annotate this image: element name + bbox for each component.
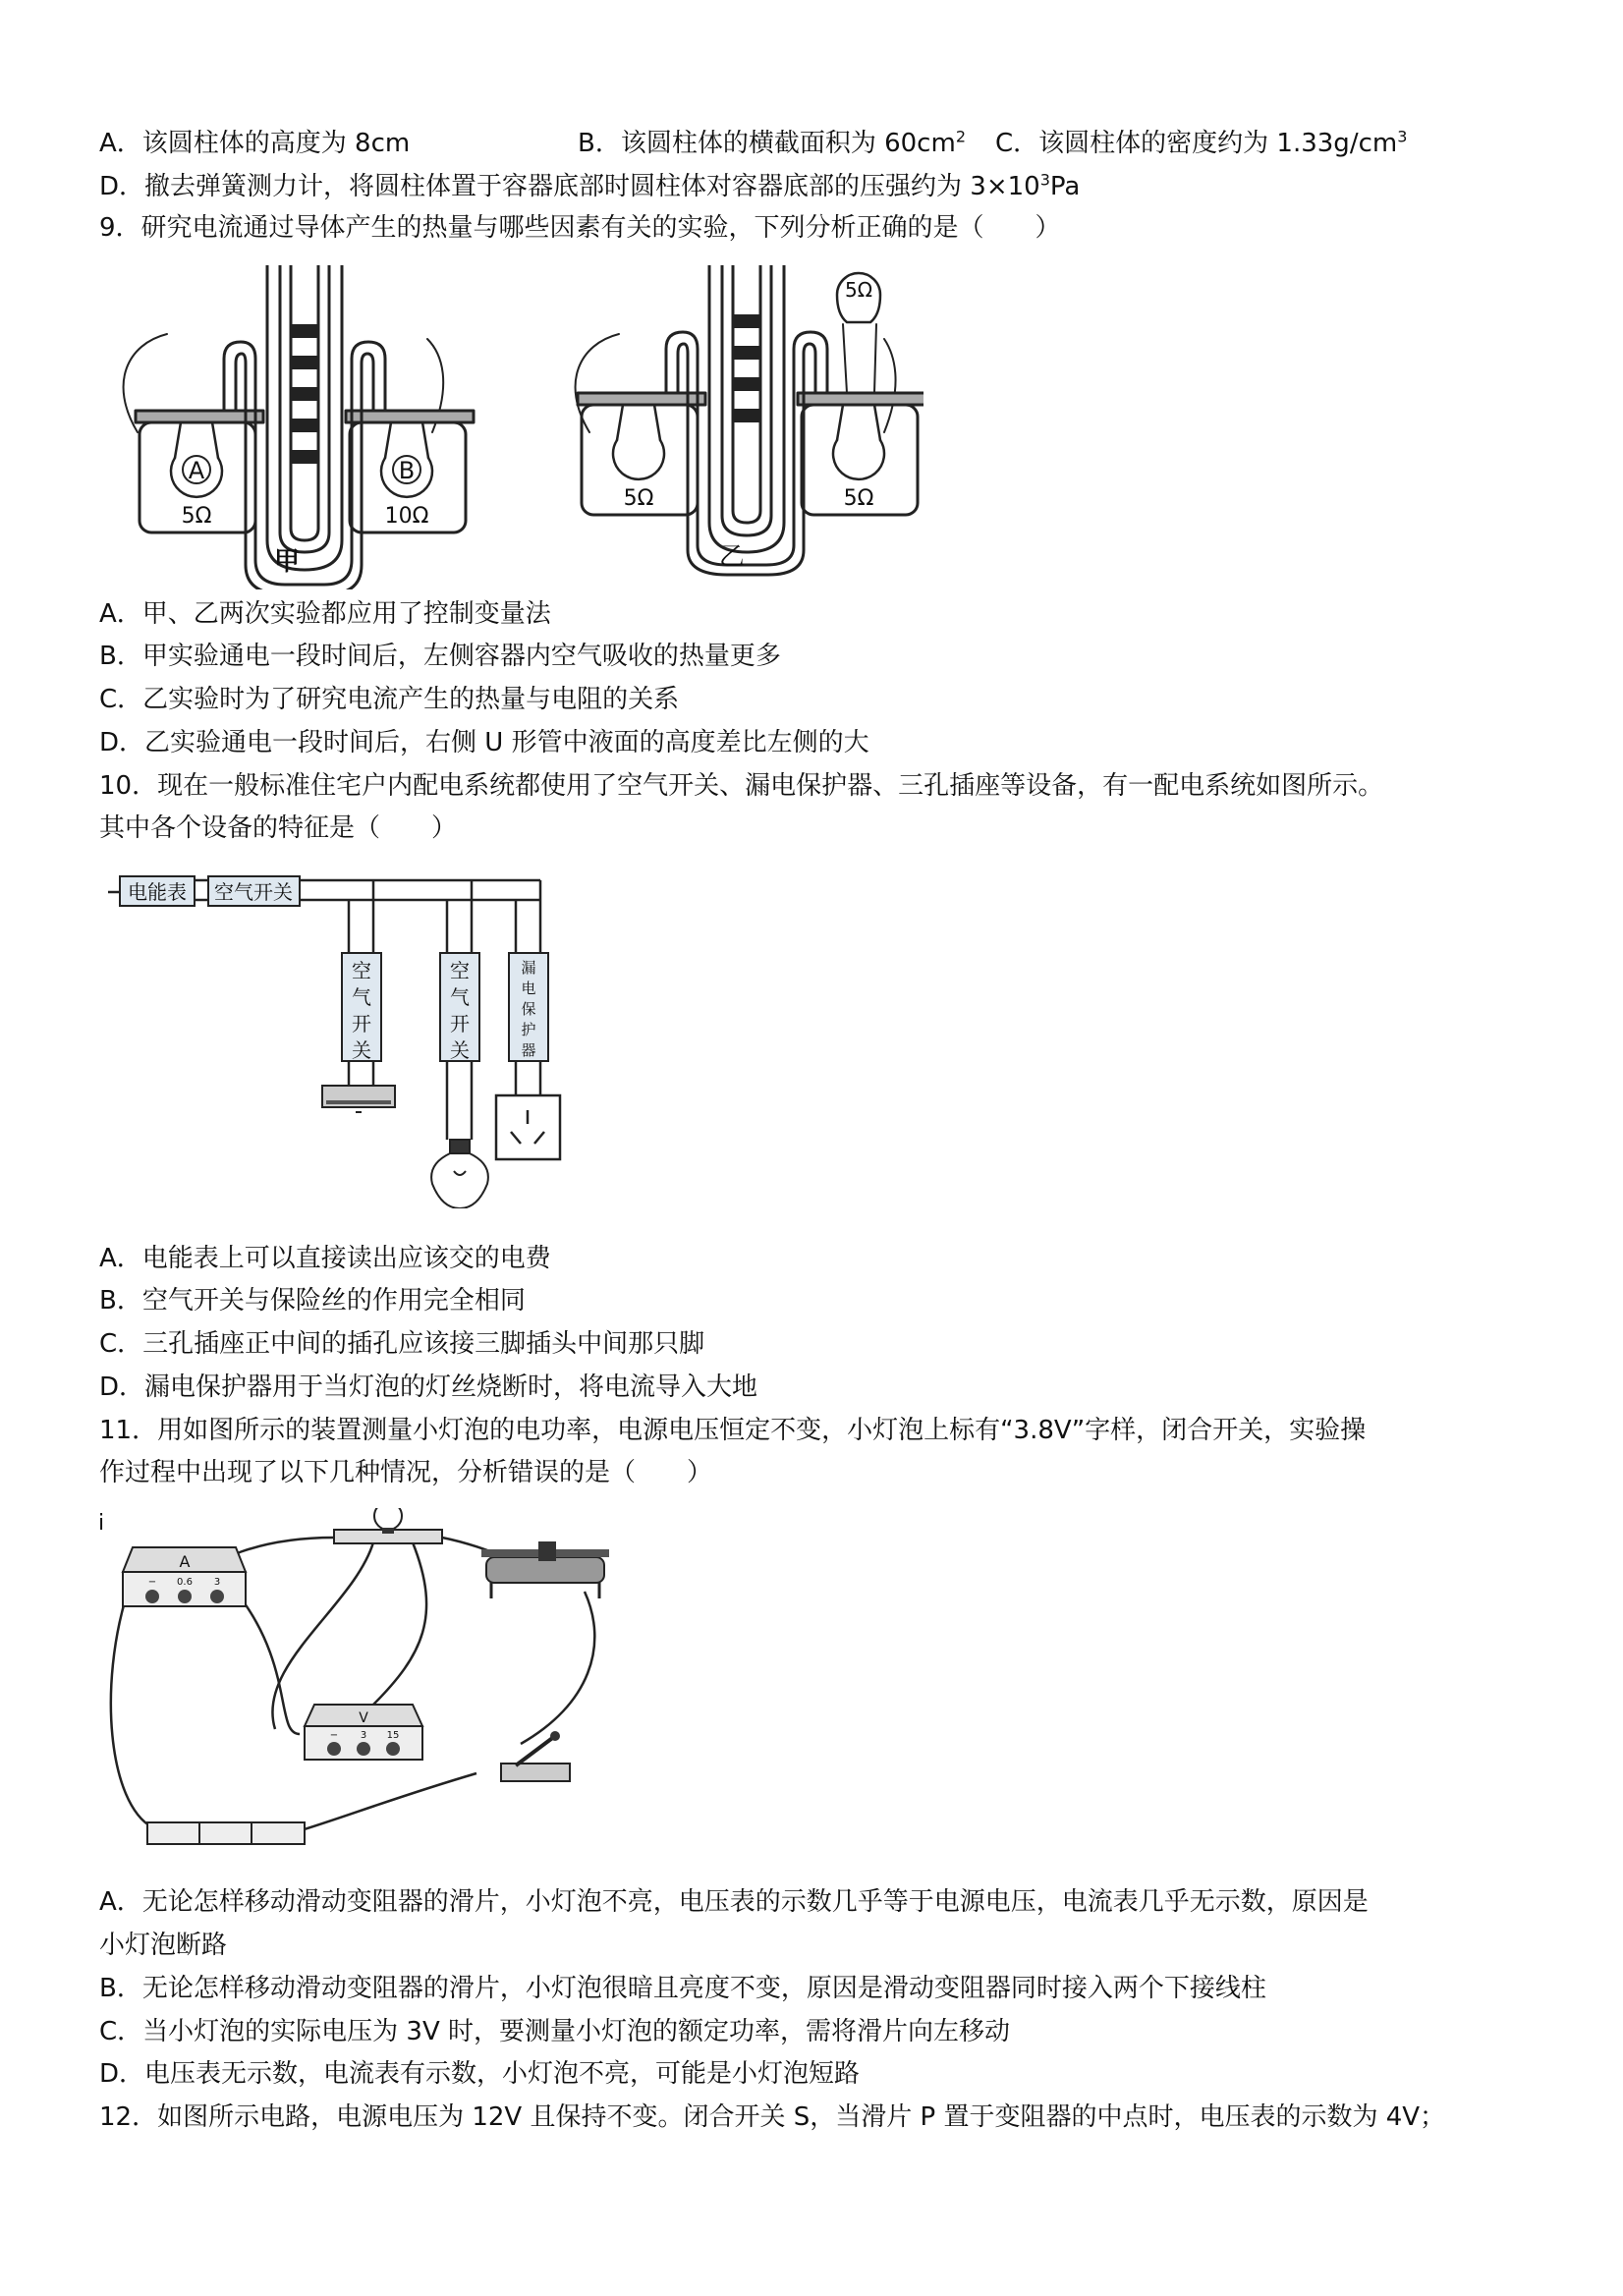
q11-ammeter-scale: 0.6 — [177, 1577, 193, 1588]
q10-main-switch-label: 空气开关 — [214, 880, 293, 904]
q8-option-d-unit: Pa — [1049, 172, 1081, 201]
q10-option-a: A．电能表上可以直接读出应该交的电费 — [99, 1244, 551, 1273]
q11-switch — [501, 1731, 570, 1781]
q11-option-a-line2: 小灯泡断路 — [99, 1931, 228, 1960]
q10-air-conditioner — [322, 1086, 395, 1112]
q8-option-b-text: B．该圆柱体的横截面积为 60cm — [578, 129, 956, 158]
q9-jia-caption: 甲 — [273, 547, 301, 577]
q11-voltmeter-scale: 3 — [360, 1730, 367, 1741]
q10-stem-line2: 其中各个设备的特征是（ ） — [99, 813, 458, 843]
q8-option-d-text: D．撤去弹簧测力计，将圆柱体置于容器底部时圆柱体对容器底部的压强约为 3×10 — [99, 172, 1040, 201]
q10-branch3-char: 漏 — [521, 959, 536, 977]
q9-jia-bulb-b-resistance: 10Ω — [384, 504, 429, 529]
q11-option-d: D．电压表无示数，电流表有示数，小灯泡不亮，可能是小灯泡短路 — [99, 2059, 861, 2089]
q10-branch1-char: 空 — [352, 959, 371, 982]
q11-voltmeter-scale: 15 — [386, 1730, 400, 1741]
q11-option-a-line1: A．无论怎样移动滑动变阻器的滑片，小灯泡不亮，电压表的示数几乎等于电源电压，电流表几乎无示数，原因是 — [99, 1887, 1369, 1917]
q11-rheostat — [481, 1541, 609, 1598]
q11-ammeter-scale: − — [147, 1577, 157, 1588]
q9-yi-right-resistance: 5Ω — [843, 486, 874, 511]
q10-branch1-char: 开 — [352, 1012, 371, 1036]
q9-option-c: C．乙实验时为了研究电流产生的热量与电阻的关系 — [99, 685, 680, 714]
q10-branch2-char: 气 — [450, 985, 470, 1009]
q10-figure — [98, 865, 589, 1208]
q8-option-d — [99, 167, 1080, 206]
q10-three-hole-socket — [496, 1095, 560, 1159]
q10-branch1-char: 关 — [352, 1038, 371, 1062]
q11-ammeter-scale: 3 — [213, 1577, 221, 1588]
q11-battery-pack — [147, 1822, 305, 1844]
q9-jia-bulb-a-resistance: 5Ω — [181, 504, 212, 529]
q11-option-b: B．无论怎样移动滑动变阻器的滑片，小灯泡很暗且亮度不变，原因是滑动变阻器同时接入两个下接线柱 — [99, 1974, 1266, 2003]
q10-branch3-char: 器 — [521, 1041, 536, 1059]
q9-yi-caption: 乙 — [718, 542, 746, 572]
q10-branch2-char: 开 — [450, 1012, 470, 1036]
q8-option-a: A．该圆柱体的高度为 8cm — [99, 129, 411, 158]
q10-branch2-char: 空 — [450, 959, 470, 982]
q10-stem-line1: 10．现在一般标准住宅户内配电系统都使用了空气开关、漏电保护器、三孔插座等设备，有一配电系统如图所示。 — [99, 771, 1384, 801]
q10-branch3-char: 电 — [521, 980, 536, 997]
q9-option-a: A．甲、乙两次实验都应用了控制变量法 — [99, 599, 551, 629]
q8-option-d-sup: 3 — [1039, 170, 1050, 190]
q10-option-d: D．漏电保护器用于当灯泡的灯丝烧断时，将电流导入大地 — [99, 1372, 758, 1402]
q11-stem-line1: 11．用如图所示的装置测量小灯泡的电功率，电源电压恒定不变，小灯泡上标有“3.8V”字样，闭合开关，实验操 — [99, 1416, 1367, 1445]
q10-branch3-char: 保 — [521, 1000, 536, 1018]
q11-ammeter-letter: A — [179, 1552, 191, 1571]
q9-jia-bulb-b-letter: B — [398, 457, 416, 484]
q9-option-b: B．甲实验通电一段时间后，左侧容器内空气吸收的热量更多 — [99, 642, 781, 671]
q10-option-b: B．空气开关与保险丝的作用完全相同 — [99, 1286, 526, 1316]
q8-option-c-sup: 3 — [1397, 127, 1408, 146]
q10-option-c: C．三孔插座正中间的插孔应该接三脚插头中间那只脚 — [99, 1329, 705, 1359]
q10-light-bulb — [431, 1140, 488, 1208]
q11-option-c: C．当小灯泡的实际电压为 3V 时，要测量小灯泡的额定功率，需将滑片向左移动 — [99, 2017, 1011, 2046]
q9-jia-bulb-a-letter: A — [188, 457, 205, 484]
q8-option-b — [578, 124, 966, 163]
q10-branch3-char: 护 — [521, 1021, 536, 1038]
q11-stem-line2: 作过程中出现了以下几种情况，分析错误的是（ ） — [99, 1458, 713, 1487]
q11-voltmeter-scale: − — [329, 1730, 339, 1741]
q12-stem: 12．如图所示电路，电源电压为 12V 且保持不变。闭合开关 S，当滑片 P 置于变阻器的中点时，电压表的示数为 4V； — [99, 2102, 1446, 2132]
q10-branch1-char: 气 — [352, 985, 371, 1009]
q9-stem: 9．研究电流通过导体产生的热量与哪些因素有关的实验，下列分析正确的是（ ） — [99, 213, 1061, 243]
q9-option-d: D．乙实验通电一段时间后，右侧 U 形管中液面的高度差比左侧的大 — [99, 728, 869, 757]
q10-branch2-char: 关 — [450, 1038, 470, 1062]
q11-figure — [98, 1508, 629, 1852]
q11-light-bulb — [334, 1508, 442, 1543]
q9-figure — [98, 265, 923, 589]
q9-yi-external-resistance: 5Ω — [844, 278, 873, 302]
q11-voltmeter-letter: V — [359, 1710, 368, 1726]
q8-option-b-sup: 2 — [955, 127, 966, 146]
q8-option-c — [995, 124, 1407, 163]
q8-option-c-text: C．该圆柱体的密度约为 1.33g/cm — [995, 129, 1398, 158]
q10-meter-label: 电能表 — [128, 880, 187, 904]
svg-text:ⅰ: ⅰ — [98, 1511, 105, 1536]
q9-yi-left-resistance: 5Ω — [623, 486, 654, 511]
